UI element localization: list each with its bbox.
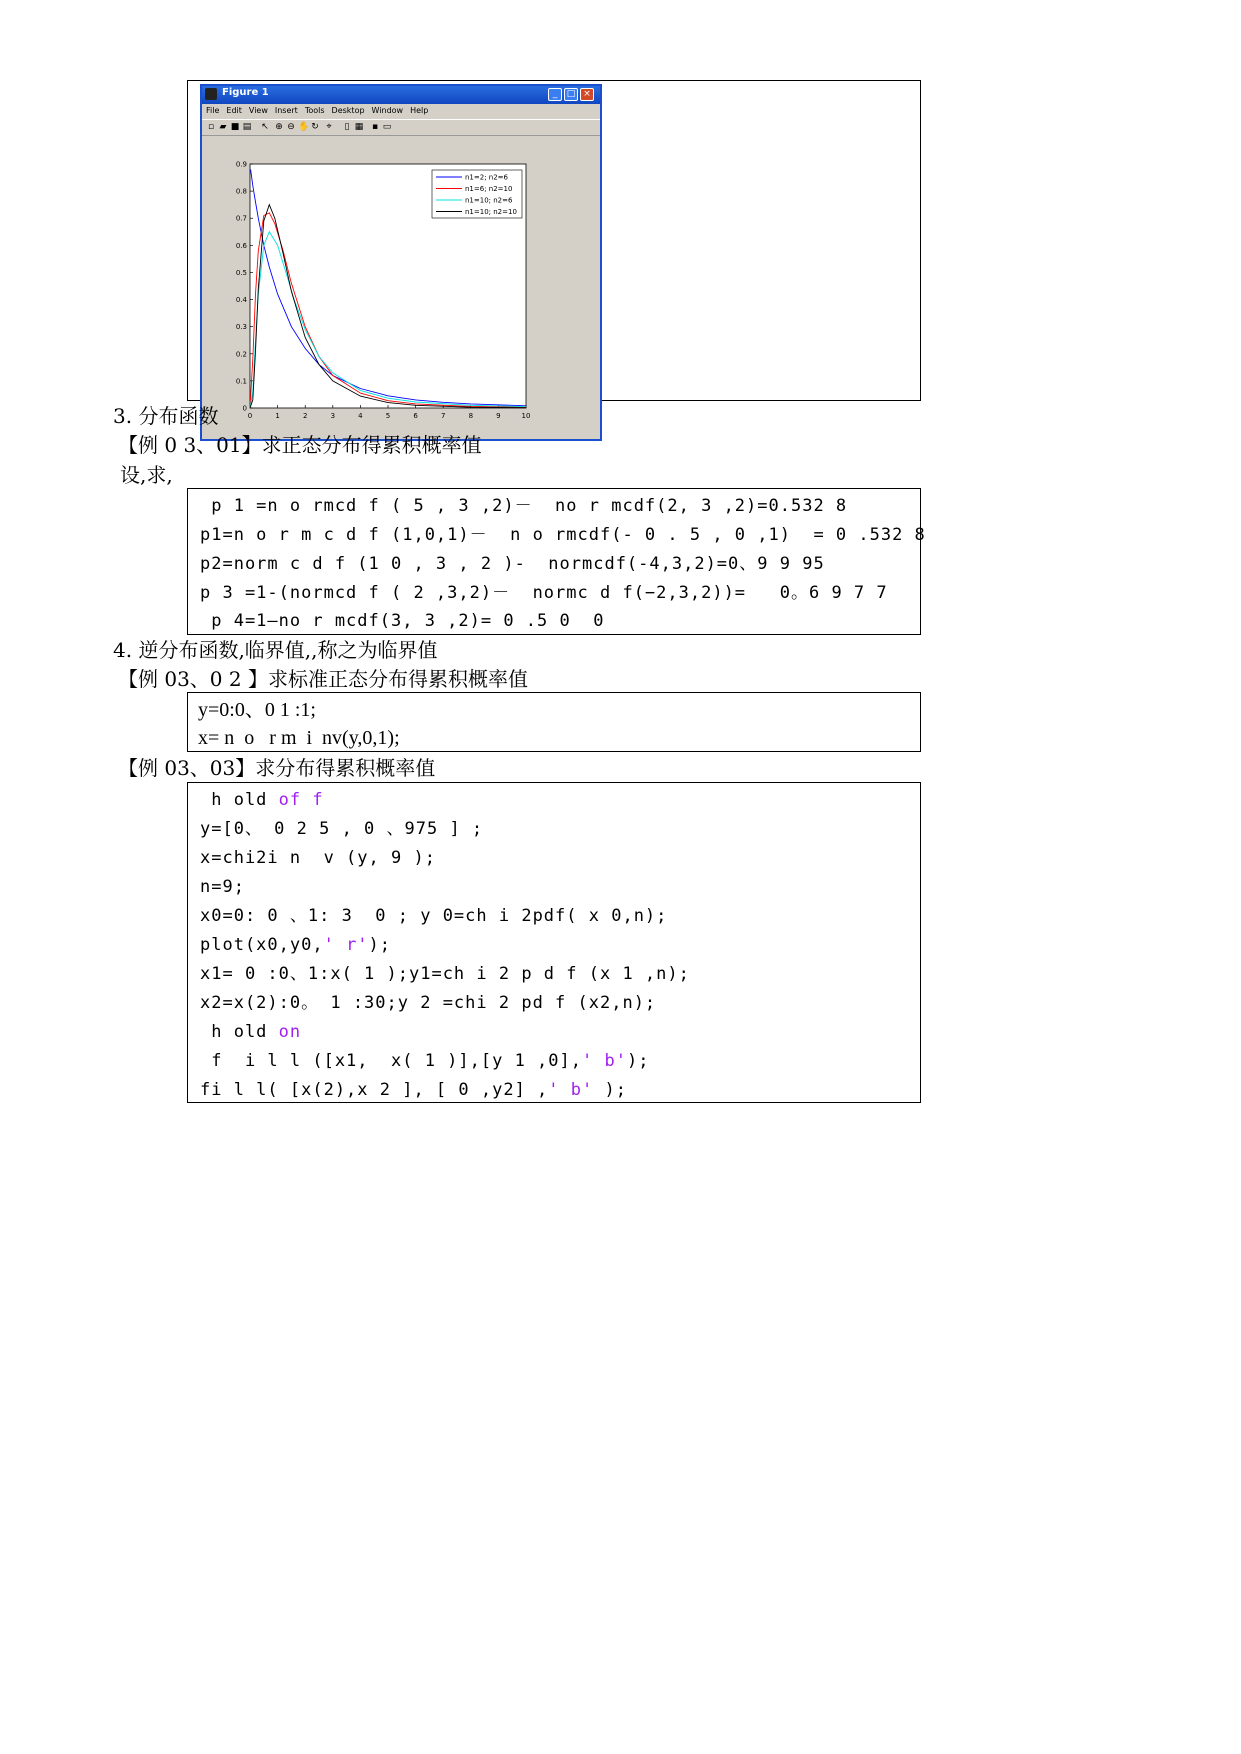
rotate-icon[interactable]: ↻ bbox=[311, 122, 319, 132]
code-text: fi l l( [x(2),x 2 ], [ 0 ,y2] , bbox=[200, 1080, 549, 1100]
matlab-icon bbox=[205, 88, 217, 100]
example-01-note: 设,求, bbox=[120, 463, 173, 487]
y-tick-label: 0.2 bbox=[235, 350, 247, 359]
example-02-title: 【例 03、0 2 】求标准正态分布得累积概率值 bbox=[118, 667, 528, 691]
code-text: ); bbox=[604, 1080, 627, 1100]
y-tick-label: 0.7 bbox=[235, 214, 247, 223]
code-text: x=chi2i n v (y, 9 ); bbox=[200, 848, 436, 868]
code-text: y=[0、 0 2 5 , 0 、975 ] ; bbox=[200, 819, 484, 839]
figure-title: Figure 1 bbox=[222, 87, 269, 98]
open-folder-icon[interactable]: ▰ bbox=[219, 122, 227, 132]
code-line: y=0:0、0 1 :1; bbox=[198, 699, 316, 721]
figure-window[interactable] bbox=[200, 84, 602, 441]
code-keyword: ' r' bbox=[323, 935, 369, 955]
code-line bbox=[200, 958, 690, 990]
code-text: x0=0: 0 、1: 3 0 ; y 0=ch i 2pdf( x 0,n); bbox=[200, 906, 668, 926]
colorbar-icon[interactable]: ▯ bbox=[344, 122, 350, 132]
print-icon[interactable]: ▤ bbox=[242, 122, 252, 132]
x-tick-label: 1 bbox=[275, 412, 280, 420]
code-line bbox=[200, 929, 391, 961]
code-line: x= n o r m i nv(y,0,1); bbox=[198, 727, 400, 749]
legend-label: n1=10; n2=10 bbox=[465, 208, 517, 216]
y-tick-label: 0.1 bbox=[235, 377, 247, 386]
code-text: x2=x(2):0。 1 :30;y 2 =chi 2 pd f (x2,n); bbox=[200, 993, 657, 1013]
legend-icon[interactable]: ▦ bbox=[354, 122, 364, 132]
maximize-icon[interactable]: □ bbox=[564, 88, 578, 101]
y-tick-label: 0.3 bbox=[235, 323, 247, 332]
x-tick-label: 7 bbox=[440, 412, 446, 420]
grid-icon[interactable]: ▪ bbox=[371, 122, 379, 132]
code-line: p2=norm c d f (1 0 , 3 , 2 )- normcdf(-4,3,2)=0、9 9 95 bbox=[200, 554, 825, 574]
code-keyword: of f bbox=[278, 790, 324, 810]
code-line: p 4=1—no r mcdf(3, 3 ,2)= 0 .5 0 0 bbox=[200, 611, 605, 631]
figure-titlebar[interactable] bbox=[202, 86, 600, 104]
menu-help[interactable]: Help bbox=[410, 106, 429, 115]
x-tick-label: 2 bbox=[302, 412, 308, 420]
code-line bbox=[200, 900, 667, 932]
code-block-02 bbox=[187, 692, 921, 752]
x-tick-label: 3 bbox=[330, 412, 336, 420]
new-file-icon[interactable]: ▫ bbox=[207, 122, 215, 132]
figure-toolbar bbox=[202, 119, 600, 136]
menu-desktop[interactable]: Desktop bbox=[331, 106, 365, 115]
code-block-03 bbox=[187, 782, 921, 1103]
x-tick-label: 10 bbox=[521, 412, 531, 420]
pdf-plot bbox=[202, 136, 600, 439]
code-text: h old bbox=[200, 1022, 279, 1042]
code-text: x1= 0 :0、1:x( 1 );y1=ch i 2 p d f (x 1 ,n); bbox=[200, 964, 690, 984]
code-line bbox=[200, 987, 656, 1019]
section-3-title: 3. 分布函数 bbox=[113, 404, 219, 428]
pointer-icon[interactable]: ↖ bbox=[261, 122, 269, 132]
x-tick-label: 6 bbox=[413, 412, 418, 420]
legend-label: n1=6; n2=10 bbox=[465, 185, 513, 193]
minimize-icon[interactable]: _ bbox=[548, 88, 562, 101]
code-text: ); bbox=[368, 935, 392, 955]
code-line bbox=[200, 813, 483, 845]
code-line bbox=[200, 1045, 649, 1077]
menu-insert[interactable]: Insert bbox=[274, 106, 298, 115]
plot-tools-icon[interactable]: ▭ bbox=[382, 122, 392, 132]
x-tick-label: 5 bbox=[385, 412, 391, 420]
menu-tools[interactable]: Tools bbox=[304, 106, 325, 115]
y-tick-label: 0.4 bbox=[235, 296, 247, 305]
menu-edit[interactable]: Edit bbox=[226, 106, 242, 115]
figure-frame bbox=[187, 80, 921, 420]
x-tick-label: 9 bbox=[496, 412, 501, 420]
y-tick-label: 0 bbox=[242, 404, 247, 413]
x-tick-label: 0 bbox=[247, 412, 253, 420]
code-keyword: ' b' bbox=[582, 1051, 627, 1071]
code-text: h old bbox=[200, 790, 279, 810]
section-4-title: 4. 逆分布函数,临界值,,称之为临界值 bbox=[113, 638, 438, 662]
code-line bbox=[200, 784, 324, 816]
code-text: f i l l ([x1, x( 1 )],[y 1 ,0], bbox=[200, 1051, 582, 1071]
code-line bbox=[200, 1016, 301, 1048]
y-tick-label: 0.6 bbox=[235, 241, 247, 250]
menu-view[interactable]: View bbox=[248, 106, 268, 115]
menu-window[interactable]: Window bbox=[371, 106, 404, 115]
code-text: n=9; bbox=[200, 877, 245, 897]
y-tick-label: 0.8 bbox=[235, 187, 247, 196]
code-line bbox=[200, 842, 436, 874]
code-keyword: ' b' bbox=[548, 1080, 605, 1100]
zoom-out-icon[interactable]: ⊖ bbox=[287, 122, 295, 132]
code-text: ); bbox=[626, 1051, 650, 1071]
code-block-01 bbox=[187, 488, 926, 635]
y-tick-label: 0.9 bbox=[235, 160, 247, 169]
legend-label: n1=2; n2=6 bbox=[465, 173, 509, 182]
figure-menubar bbox=[202, 104, 600, 118]
code-line: p1=n o r m c d f (1,0,1)－ n o rmcdf(- 0 . 5 , 0 ,1) = 0 .532 8 bbox=[200, 525, 926, 545]
pan-hand-icon[interactable]: ✋ bbox=[298, 122, 310, 132]
code-line bbox=[200, 871, 245, 903]
save-icon[interactable]: ■ bbox=[230, 122, 240, 132]
code-line bbox=[200, 1074, 627, 1106]
data-cursor-icon[interactable]: ⌖ bbox=[326, 122, 332, 132]
y-tick-label: 0.5 bbox=[235, 268, 247, 277]
code-line: p 3 =1-(normcd f ( 2 ,3,2)－ normc d f(−2,3,2))= 0。6 9 7 7 bbox=[200, 583, 888, 603]
code-text: plot(x0,y0, bbox=[200, 935, 324, 955]
legend-label: n1=10; n2=6 bbox=[465, 196, 513, 205]
example-03-title: 【例 03、03】求分布得累积概率值 bbox=[118, 756, 436, 780]
code-keyword: on bbox=[278, 1022, 302, 1042]
close-icon[interactable]: × bbox=[580, 88, 594, 101]
x-tick-label: 4 bbox=[358, 412, 363, 420]
menu-file[interactable]: File bbox=[206, 106, 220, 115]
example-01-title: 【例 0 3、01】求正态分布得累积概率值 bbox=[118, 433, 482, 457]
code-line: p 1 =n o rmcd f ( 5 , 3 ,2)－ no r mcdf(2, 3 ,2)=0.532 8 bbox=[200, 496, 848, 516]
zoom-in-icon[interactable]: ⊕ bbox=[275, 122, 283, 132]
x-tick-label: 8 bbox=[468, 412, 474, 420]
